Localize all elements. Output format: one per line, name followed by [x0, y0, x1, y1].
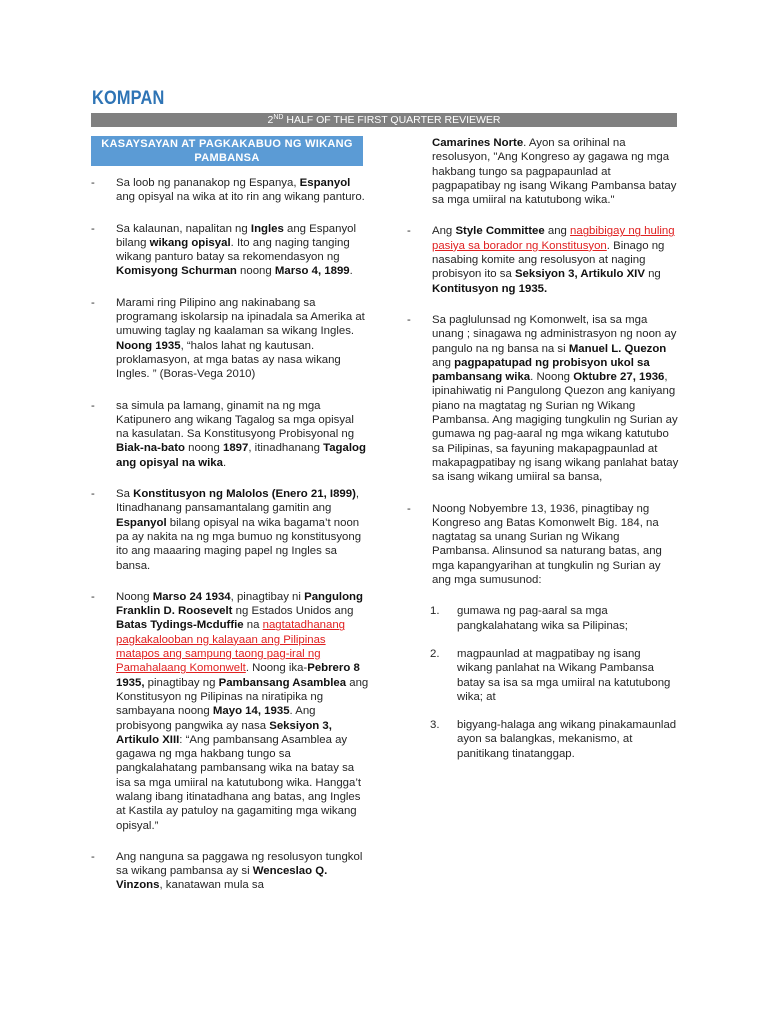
emphasis-text: Wenceslao Q. Vinzons	[116, 865, 328, 892]
numbered-item	[407, 718, 679, 761]
list-item	[91, 399, 369, 470]
emphasis-text: Pangulong Franklin D. Roosevelt	[116, 590, 363, 618]
emphasis-text: Espanyol	[299, 177, 351, 189]
body-text: Noong	[116, 590, 153, 603]
emphasis-text: Style Committee	[455, 225, 545, 238]
emphasis-text: Espanyol	[116, 516, 167, 529]
emphasis-text: Mayo 14, 1935	[212, 705, 290, 718]
emphasis-text: Oktubre 27, 1936	[573, 371, 665, 384]
emphasis-text: Seksiyon 3, Artikulo XIII	[116, 719, 332, 746]
body-text: sa simula pa lamang, ginamit na ng mga Katipunero ang wikang Tagalog sa mga opisyal na kasulatan. Sa Konstitusyong Probisyonal ng	[116, 399, 355, 441]
numbered-item	[407, 647, 679, 704]
body-text: ang Konstitusyon ng Pilipinas na niratipika ng sambayana noong	[116, 676, 369, 718]
body-text: , “halos lahat ng kautusan. proklamasyon, at mga batas ay nasa wikang Ingles. ” (Boras-Vega 2010)	[116, 339, 341, 381]
bullet-dash: -	[91, 177, 95, 189]
body-text: : “Ang pambansang Asamblea ay gagawa ng mga hakbang tungo sa pangkalahatang pambansang wika na batay sa isa sa mga umiiral na katutubong wika. Hangga’t walang ibang itinatadhana ang batas, ang Ingles at Kastila ay patuloy na gagamiting mga wikang opisyal.”	[116, 733, 362, 832]
body-text: .	[222, 456, 227, 469]
highlight-text: nagtatadhanang pagkakalooban ng kalayaan ang Pilipinas matapos ang sampung taong pag-iral ng Pamahalaang Komonwelt	[116, 619, 345, 675]
numbered-item	[407, 604, 679, 633]
emphasis-text: pagpapatupad ng probisyon ukol sa pambansang wika	[432, 356, 650, 384]
bullet-dash: -	[91, 222, 95, 235]
list-item	[407, 313, 679, 485]
emphasis-text: Ingles	[250, 222, 284, 235]
emphasis-text: Komisyong Schurman	[116, 265, 237, 278]
emphasis-text: Kontitusyon ng 1935.	[432, 282, 548, 295]
emphasis-text: Tagalog ang opisyal na wika	[116, 442, 366, 469]
body-text: bilang opisyal na wika bagama’t noon pa ay nakita na ng mga bumuo ng konstitusyong ito ang maaaring maging papel ng Ingles sa bansa.	[116, 516, 362, 572]
bullet-dash: -	[407, 313, 411, 326]
emphasis-text: wikang opisyal	[149, 236, 231, 249]
reviewer-banner	[91, 113, 677, 127]
body-text: ng Estados Unidos ang	[232, 605, 354, 618]
emphasis-text: Noong 1935	[116, 339, 181, 352]
body-text: bigyang-halaga ang wikang pinakamaunlad ayon sa balangkas, mekanismo, at panitikang tinatanggap.	[457, 719, 677, 760]
list-item	[407, 136, 679, 207]
bullet-dash: -	[91, 488, 95, 501]
emphasis-text: Manuel L. Quezon	[568, 342, 667, 355]
body-text: magpaunlad at magpatibay ng isang wikang panlahat na Wikang Pambansa batay sa isa sa mga umiiral na katutubong wika; at	[457, 647, 671, 703]
body-text: ang Espanyol bilang	[116, 222, 357, 249]
bullet-dash: -	[407, 225, 411, 238]
body-text: Marami ring Pilipino ang nakinabang sa programang iskolarsip na ipinadala sa Amerika at umuwing taglay ng kaalaman sa wikang Ingles.	[116, 296, 365, 338]
body-text: . Ito ang naging tanging wikang panturo batay sa rekomendasyon ng	[116, 236, 350, 264]
section-heading: KASAYSAYAN AT PAGKAKABUO NG WIKANG PAMBANSA	[91, 136, 363, 166]
list-item	[91, 590, 369, 833]
emphasis-text: Marso 4, 1899	[274, 265, 350, 278]
banner-ordinal: 2	[267, 114, 274, 126]
emphasis-text: Marso 24 1934	[152, 590, 231, 603]
body-text: , ipinahiwatig ni Pangulong Quezon ang kaniyang piano na magtatag ng Surian ng Wikang Pambansa. Ang magiging tungkulin ng Surian ay gumawa ng pag-aaral ng mga wikang katutubo sa Pilipinas, sa fayuning makapagpaunlad at makapagpatibay ng isang wikang panlahat batay sa isang wikang umiiral sa bansa,	[432, 371, 679, 484]
emphasis-text: Seksiyon 3, Artikulo XIV	[514, 268, 645, 281]
body-text: ang	[544, 225, 571, 238]
body-text: . Ayon sa orihinal na resolusyon, "Ang Kongreso ay gagawa ng mga hakbang tungo sa pagpapaunlad at pagpapatibay ng isang Wikang Pambansa batay sa mga umiiral na katutubong wika."	[432, 137, 677, 207]
body-text: Noong Nobyembre 13, 1936, pinagtibay ng Kongreso ang Batas Komonwelt Big. 184, na nagtatag sa unang Surian ng Wikang Pambansa. Alinsunod sa naturang batas, ang mga kapangyarihan at tungkulin ng Surian ay ang mga sumusunod:	[432, 502, 662, 587]
banner-ordinal-suffix: ND	[273, 114, 284, 121]
bullet-dash: -	[91, 850, 95, 863]
list-item	[407, 224, 679, 295]
body-text: ang opisyal na wika at ito rin ang wikang panturo.	[116, 191, 365, 204]
body-text: Sa kalaunan, napalitan ng	[116, 222, 251, 235]
list-item	[91, 296, 369, 382]
body-text: ang	[432, 356, 455, 369]
body-text: , pinagtibay ni	[230, 590, 305, 603]
bullet-dash: -	[407, 502, 411, 515]
item-number: 2.	[430, 647, 440, 660]
body-text: noong	[236, 265, 275, 278]
list-item	[91, 222, 369, 279]
bullet-dash: -	[91, 590, 95, 603]
banner-text: HALF OF THE FIRST QUARTER REVIEWER	[283, 114, 501, 126]
bullet-dash: -	[91, 296, 95, 309]
body-text: Ang nanguna sa paggawa ng resolusyon tungkol sa wikang pambansa ay si	[116, 850, 363, 878]
body-text: . Binago ng nasabing komite ang resolusyon at naging probisyon ito sa	[432, 239, 665, 281]
body-text: ng	[644, 268, 661, 281]
bullet-dash: -	[91, 399, 95, 412]
emphasis-text: Biak-na-bato	[116, 442, 185, 455]
body-text: .	[349, 265, 353, 278]
document-title: KOMPAN	[92, 88, 165, 109]
body-text: Ang	[432, 225, 456, 238]
emphasis-text: Konstitusyon ng Malolos (Enero 21, I899)	[133, 488, 356, 501]
body-text: na	[243, 619, 263, 632]
item-number: 3.	[430, 719, 440, 732]
body-text: . Ang probisyong pangwika ay nasa	[116, 705, 316, 732]
body-text: Sa	[116, 488, 134, 501]
emphasis-text: 1897	[223, 442, 249, 455]
body-text: gumawa ng pag-aaral sa mga pangkalahatang wika sa Pilipinas;	[457, 605, 628, 632]
body-text: Sa paglulunsad ng Komonwelt, isa sa mga unang ; sinagawa ng administrasyon ng noon ay pangulo na ng bansa na si	[432, 313, 677, 355]
emphasis-text: Pebrero 8 1935,	[116, 662, 360, 689]
body-text: , kanatawan mula sa	[159, 879, 264, 892]
body-text: noong	[184, 442, 223, 455]
body-text: pinagtibay ng	[144, 676, 219, 689]
body-text: . Noong ika-	[245, 662, 308, 675]
highlight-text: nagbibigay ng huling pasiya sa borador ng Konstitusyon	[432, 225, 675, 252]
list-item	[91, 850, 369, 893]
body-text: , Itinadhanang pansamantalang gamitin ang	[116, 488, 360, 515]
left-column	[91, 176, 369, 910]
body-text: Sa loob ng pananakop ng Espanya,	[116, 177, 300, 189]
list-item	[407, 502, 679, 588]
emphasis-text: Batas Tydings-Mcduffie	[116, 619, 244, 632]
item-number: 1.	[430, 605, 440, 618]
list-item	[91, 487, 369, 573]
body-text: , itinadhanang	[248, 442, 324, 455]
emphasis-text: Camarines Norte	[432, 137, 524, 149]
body-text: . Noong	[530, 371, 574, 384]
right-column	[407, 136, 679, 775]
list-item	[91, 176, 369, 205]
emphasis-text: Pambansang Asamblea	[218, 676, 347, 689]
